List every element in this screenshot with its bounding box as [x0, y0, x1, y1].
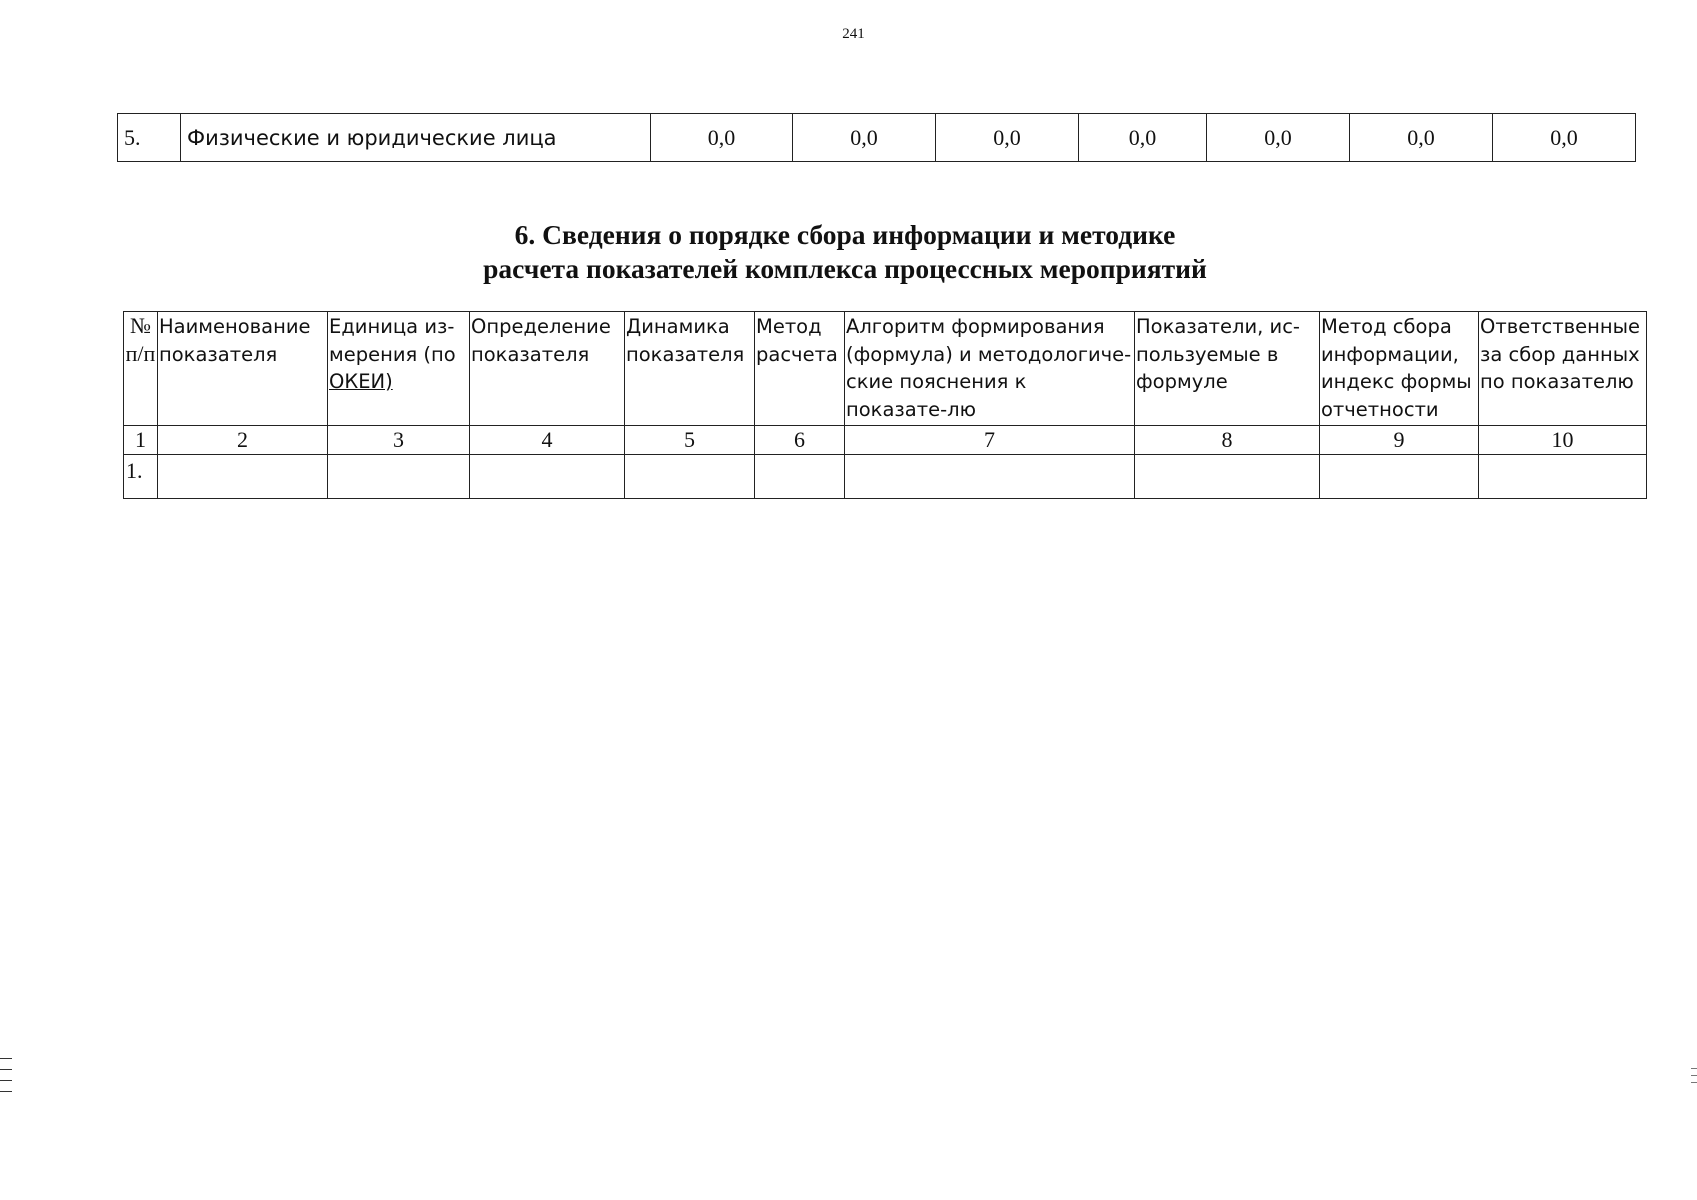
value-cell: 0,0 [936, 114, 1079, 162]
header-responsible: Ответственные за сбор данных по показателю [1479, 312, 1647, 426]
column-number: 6 [755, 426, 845, 455]
table-row [124, 455, 1647, 499]
empty-cell [625, 455, 755, 499]
header-name: Наименование показателя [158, 312, 328, 426]
column-number: 7 [845, 426, 1135, 455]
empty-cell [755, 455, 845, 499]
header-collection: Метод сбора информации, индекс формы отчетности [1320, 312, 1479, 426]
binding-marks [0, 1058, 12, 1102]
section-title [160, 218, 1530, 286]
empty-cell [328, 455, 470, 499]
column-number: 9 [1320, 426, 1479, 455]
finance-table [117, 113, 1636, 162]
column-number: 3 [328, 426, 470, 455]
column-number: 2 [158, 426, 328, 455]
column-number: 5 [625, 426, 755, 455]
column-number: 8 [1135, 426, 1320, 455]
empty-cell [845, 455, 1135, 499]
value-cell: 0,0 [1207, 114, 1350, 162]
header-row [124, 312, 1647, 426]
header-method: Метод расчета [755, 312, 845, 426]
section-title-line1: 6. Сведения о порядке сбора информации и методике [514, 219, 1176, 250]
empty-cell [1320, 455, 1479, 499]
column-number-row [124, 426, 1647, 455]
header-unit-text: Единица из-мерения (по [329, 315, 456, 366]
empty-cell [470, 455, 625, 499]
value-cell: 0,0 [1493, 114, 1636, 162]
value-cell: 0,0 [651, 114, 793, 162]
methodology-table [123, 311, 1647, 499]
header-unit [328, 312, 470, 426]
row-number: 1. [124, 455, 158, 499]
header-num: № п/п [124, 312, 158, 426]
column-number: 10 [1479, 426, 1647, 455]
header-definition: Определение показателя [470, 312, 625, 426]
empty-cell [1479, 455, 1647, 499]
empty-cell [158, 455, 328, 499]
header-algorithm: Алгоритм формирования (формула) и методологиче-ские пояснения к показате-лю [845, 312, 1135, 426]
empty-cell [1135, 455, 1320, 499]
header-dynamics: Динамика показателя [625, 312, 755, 426]
column-number: 4 [470, 426, 625, 455]
column-number: 1 [124, 426, 158, 455]
okei-link[interactable]: ОКЕИ) [329, 370, 393, 393]
row-number: 5. [118, 114, 181, 162]
margin-marks [1691, 1068, 1697, 1089]
row-name: Физические и юридические лица [181, 114, 651, 162]
page-number: 241 [842, 26, 865, 42]
value-cell: 0,0 [1350, 114, 1493, 162]
table-row [118, 114, 1636, 162]
value-cell: 0,0 [793, 114, 936, 162]
section-title-line2: расчета показателей комплекса процессных мероприятий [483, 253, 1207, 284]
header-indicators: Показатели, ис-пользуемые в формуле [1135, 312, 1320, 426]
value-cell: 0,0 [1079, 114, 1207, 162]
